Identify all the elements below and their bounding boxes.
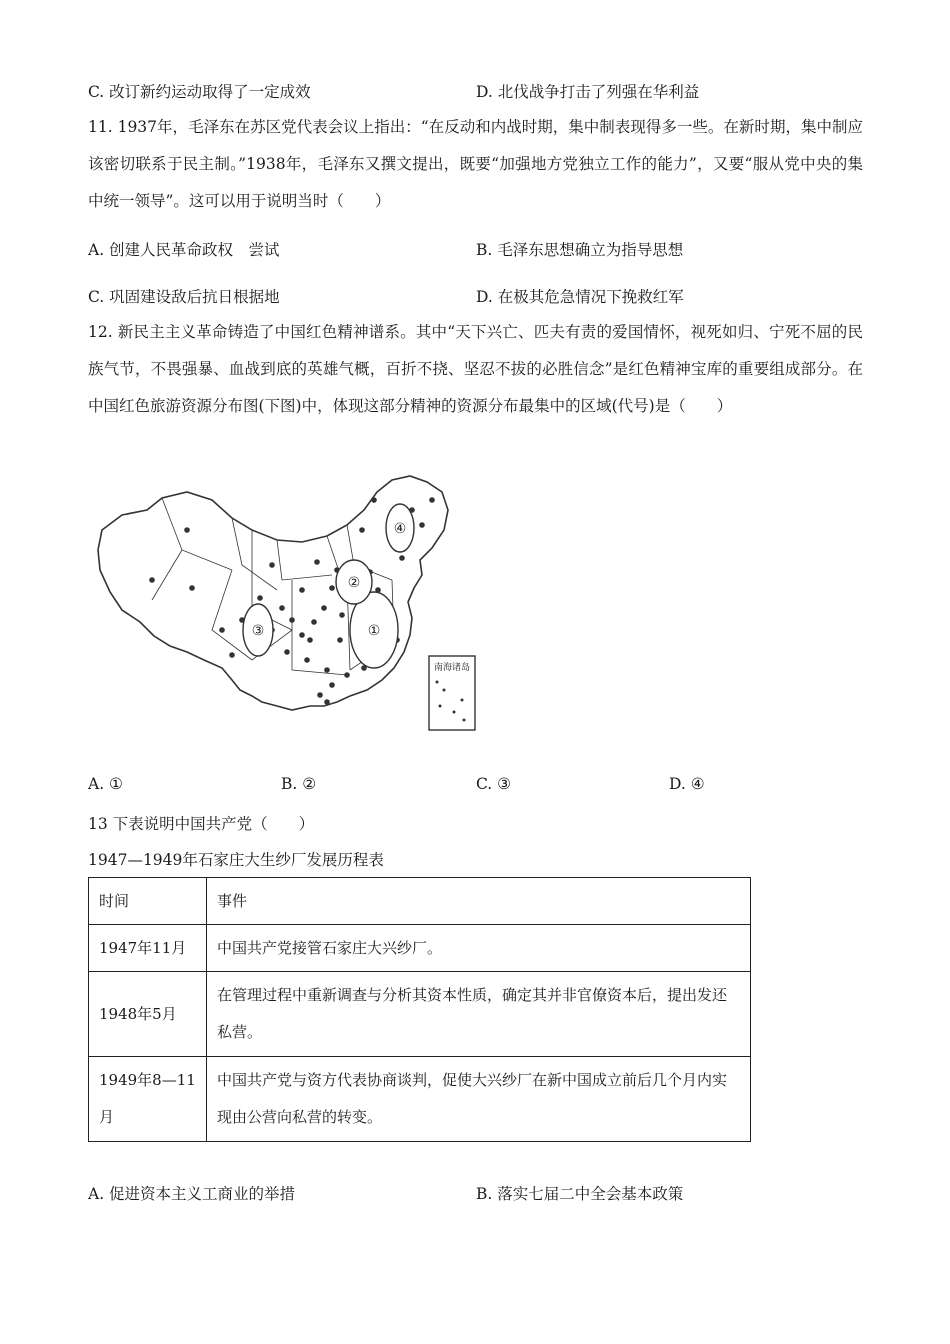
q11-option-a: A. 创建人民革命政权 尝试 <box>88 241 280 259</box>
table-cell-time: 1948年5月 <box>89 972 207 1057</box>
region-label-4: ④ <box>393 521 407 537</box>
q13-table-title: 1947—1949年石家庄大生纱厂发展历程表 <box>88 851 384 869</box>
table-header-cell: 事件 <box>207 878 751 925</box>
table-row <box>89 1057 751 1142</box>
region-ellipses <box>243 504 414 668</box>
q12-stem: 12. 新民主主义革命铸造了中国红色精神谱系。其中“天下兴亡、匹夫有责的爱国情怀，视死如归、宁死不屈的民族气节，不畏强暴、血战到底的英雄气概，百折不挠、坚忍不拔的必胜信念”是红色精神宝库的重要组成部分。在中国红色旅游资源分布图(下图)中，体现这部分精神的资源分布最集中的区域(代号)是（ ） <box>88 323 863 415</box>
table-header-cell: 时间 <box>89 878 207 925</box>
q12-option-d: D. ④ <box>669 775 705 793</box>
table-cell-time: 1947年11月 <box>89 925 207 972</box>
q10-option-d: D. 北伐战争打击了列强在华利益 <box>476 83 700 101</box>
china-map-svg <box>92 470 492 740</box>
table-cell-event: 中国共产党与资方代表协商谈判，促使大兴纱厂在新中国成立前后几个月内实现由公营向私营的转变。 <box>207 1057 751 1142</box>
red-tourism-map <box>92 470 492 740</box>
inset-label: 南海诸岛 <box>433 663 471 673</box>
region-label-1: ① <box>367 623 381 639</box>
table-cell-time: 1949年8—11月 <box>89 1057 207 1142</box>
table-row <box>89 972 751 1057</box>
q11-stem: 11. 1937年，毛泽东在苏区党代表会议上指出：“在反动和内战时期，集中制表现得多一些。在新时期，集中制应该密切联系于民主制。”1938年，毛泽东又撰文提出，既要“加强地方党独立工作的能力”，又要“服从党中央的集中统一领导”。这可以用于说明当时（ ） <box>88 118 863 210</box>
table-cell-event: 中国共产党接管石家庄大兴纱厂。 <box>207 925 751 972</box>
q12-option-c: C. ③ <box>476 775 512 793</box>
q13-option-a: A. 促进资本主义工商业的举措 <box>88 1185 296 1203</box>
region-label-2: ② <box>347 575 361 591</box>
table-cell-event: 在管理过程中重新调查与分析其资本性质，确定其并非官僚资本后，提出发还私营。 <box>207 972 751 1057</box>
south-sea-inset <box>429 656 475 730</box>
q12-option-b: B. ② <box>281 775 317 793</box>
region-label-3: ③ <box>251 623 265 639</box>
history-table <box>88 877 751 1142</box>
q11-option-b: B. 毛泽东思想确立为指导思想 <box>476 241 684 259</box>
q13-option-b: B. 落实七届二中全会基本政策 <box>476 1185 684 1203</box>
table-header-row <box>89 878 751 925</box>
q13-stem: 13 下表说明中国共产党（ ） <box>88 815 315 833</box>
table-row <box>89 925 751 972</box>
q11-option-c: C. 巩固建设敌后抗日根据地 <box>88 288 280 306</box>
q10-option-c: C. 改订新约运动取得了一定成效 <box>88 83 311 101</box>
q11-option-d: D. 在极其危急情况下挽救红军 <box>476 288 684 306</box>
q12-option-a: A. ① <box>88 775 123 793</box>
